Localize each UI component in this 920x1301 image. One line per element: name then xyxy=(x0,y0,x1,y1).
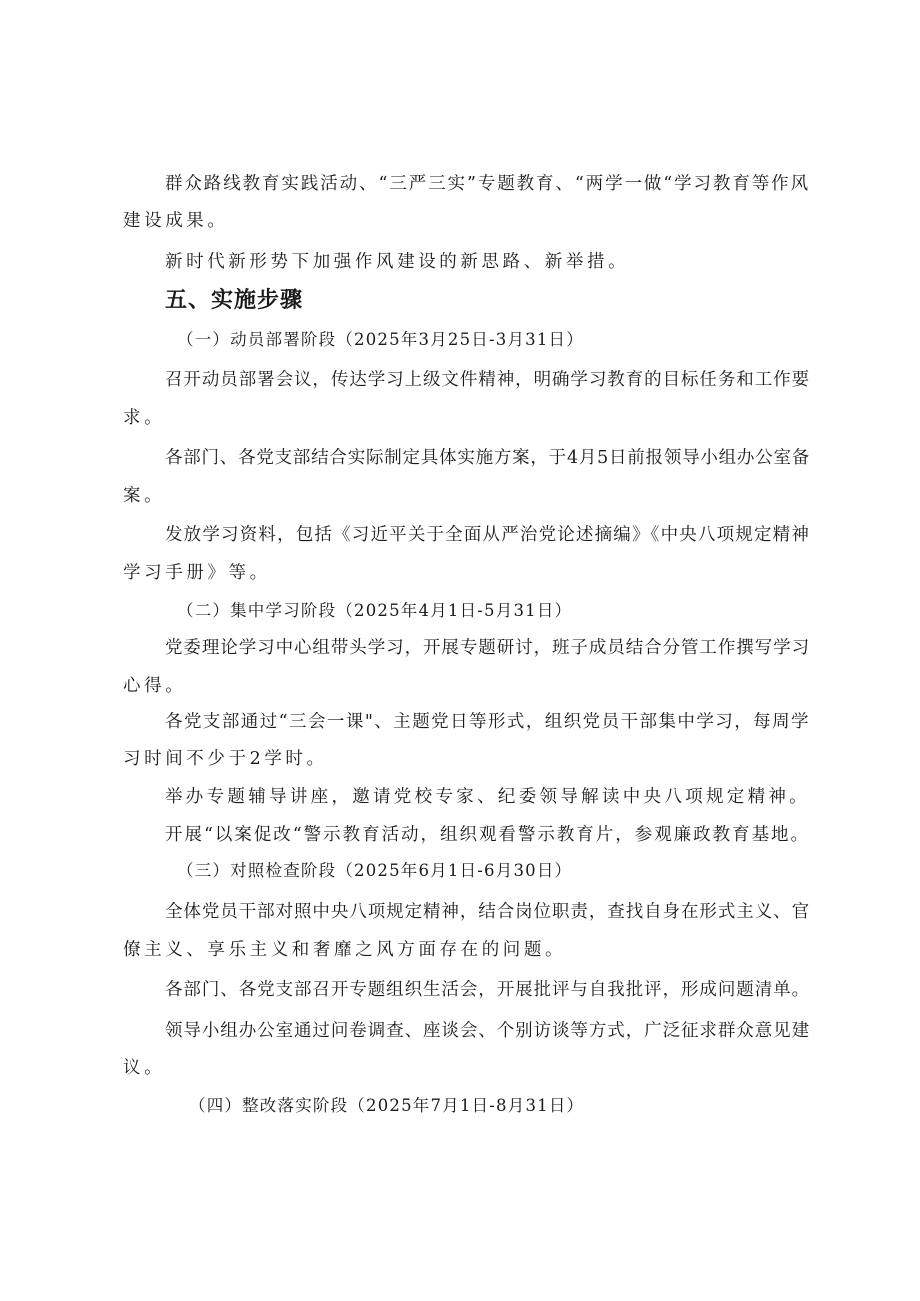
paragraph-line: 开展“以案促改“警示教育活动，组织观看警示教育片，参观廉政教育基地。 xyxy=(165,825,810,845)
stage-heading: （一）动员部署阶段（2025年3月25日-3月31日） xyxy=(177,330,584,349)
paragraph-line: 党委理论学习中心组带头学习，开展专题研讨，班子成员结合分管工作撰写学习 xyxy=(165,638,810,658)
paragraph-line: 学习手册》等。 xyxy=(123,563,271,583)
paragraph-line: 僚主义、享乐主义和奢靡之风方面存在的问题。 xyxy=(123,940,567,960)
stage-heading: （二）集中学习阶段（2025年4月1日-5月31日） xyxy=(177,601,573,620)
stage-heading: （三）对照检查阶段（2025年6月1日-6月30日） xyxy=(177,861,573,880)
paragraph-line: 习时间不少于2学时。 xyxy=(123,749,328,769)
stage-heading: （四）整改落实阶段（2025年7月1日-8月31日） xyxy=(189,1096,585,1115)
paragraph-line: 全体党员干部对照中央八项规定精神，结合岗位职责，查找自身在形式主义、官 xyxy=(165,902,810,922)
section-heading: 五、实施步骤 xyxy=(165,288,304,313)
paragraph-line: 群众路线教育实践活动、“三严三实”专题教育、“两学一做“学习教育等作风 xyxy=(165,174,810,194)
paragraph-line: 心得。 xyxy=(123,676,187,696)
paragraph-line: 求。 xyxy=(123,408,166,428)
paragraph-line: 案。 xyxy=(123,486,166,506)
paragraph-line: 召开动员部署会议，传达学习上级文件精神，明确学习教育的目标任务和工作要 xyxy=(165,370,810,390)
paragraph-line: 各部门、各党支部召开专题组织生活会，开展批评与自我批评，形成问题清单。 xyxy=(165,980,810,1000)
paragraph-line: 发放学习资料，包括《习近平关于全面从严治党论述摘编》《中央八项规定精神 xyxy=(165,525,810,545)
paragraph-line: 新时代新形势下加强作风建设的新思路、新举措。 xyxy=(165,252,630,272)
paragraph-line: 建设成果。 xyxy=(123,211,229,231)
paragraph-line: 领导小组办公室通过问卷调查、座谈会、个别访谈等方式，广泛征求群众意见建 xyxy=(165,1021,810,1041)
paragraph-line: 各党支部通过“三会一课"、主题党日等形式，组织党员干部集中学习，每周学 xyxy=(165,712,810,732)
paragraph-line: 举办专题辅导讲座，邀请党校专家、纪委领导解读中央八项规定精神。 xyxy=(165,787,810,807)
paragraph-line: 各部门、各党支部结合实际制定具体实施方案，于4月5日前报领导小组办公室备 xyxy=(165,448,810,468)
paragraph-line: 议。 xyxy=(123,1058,166,1078)
